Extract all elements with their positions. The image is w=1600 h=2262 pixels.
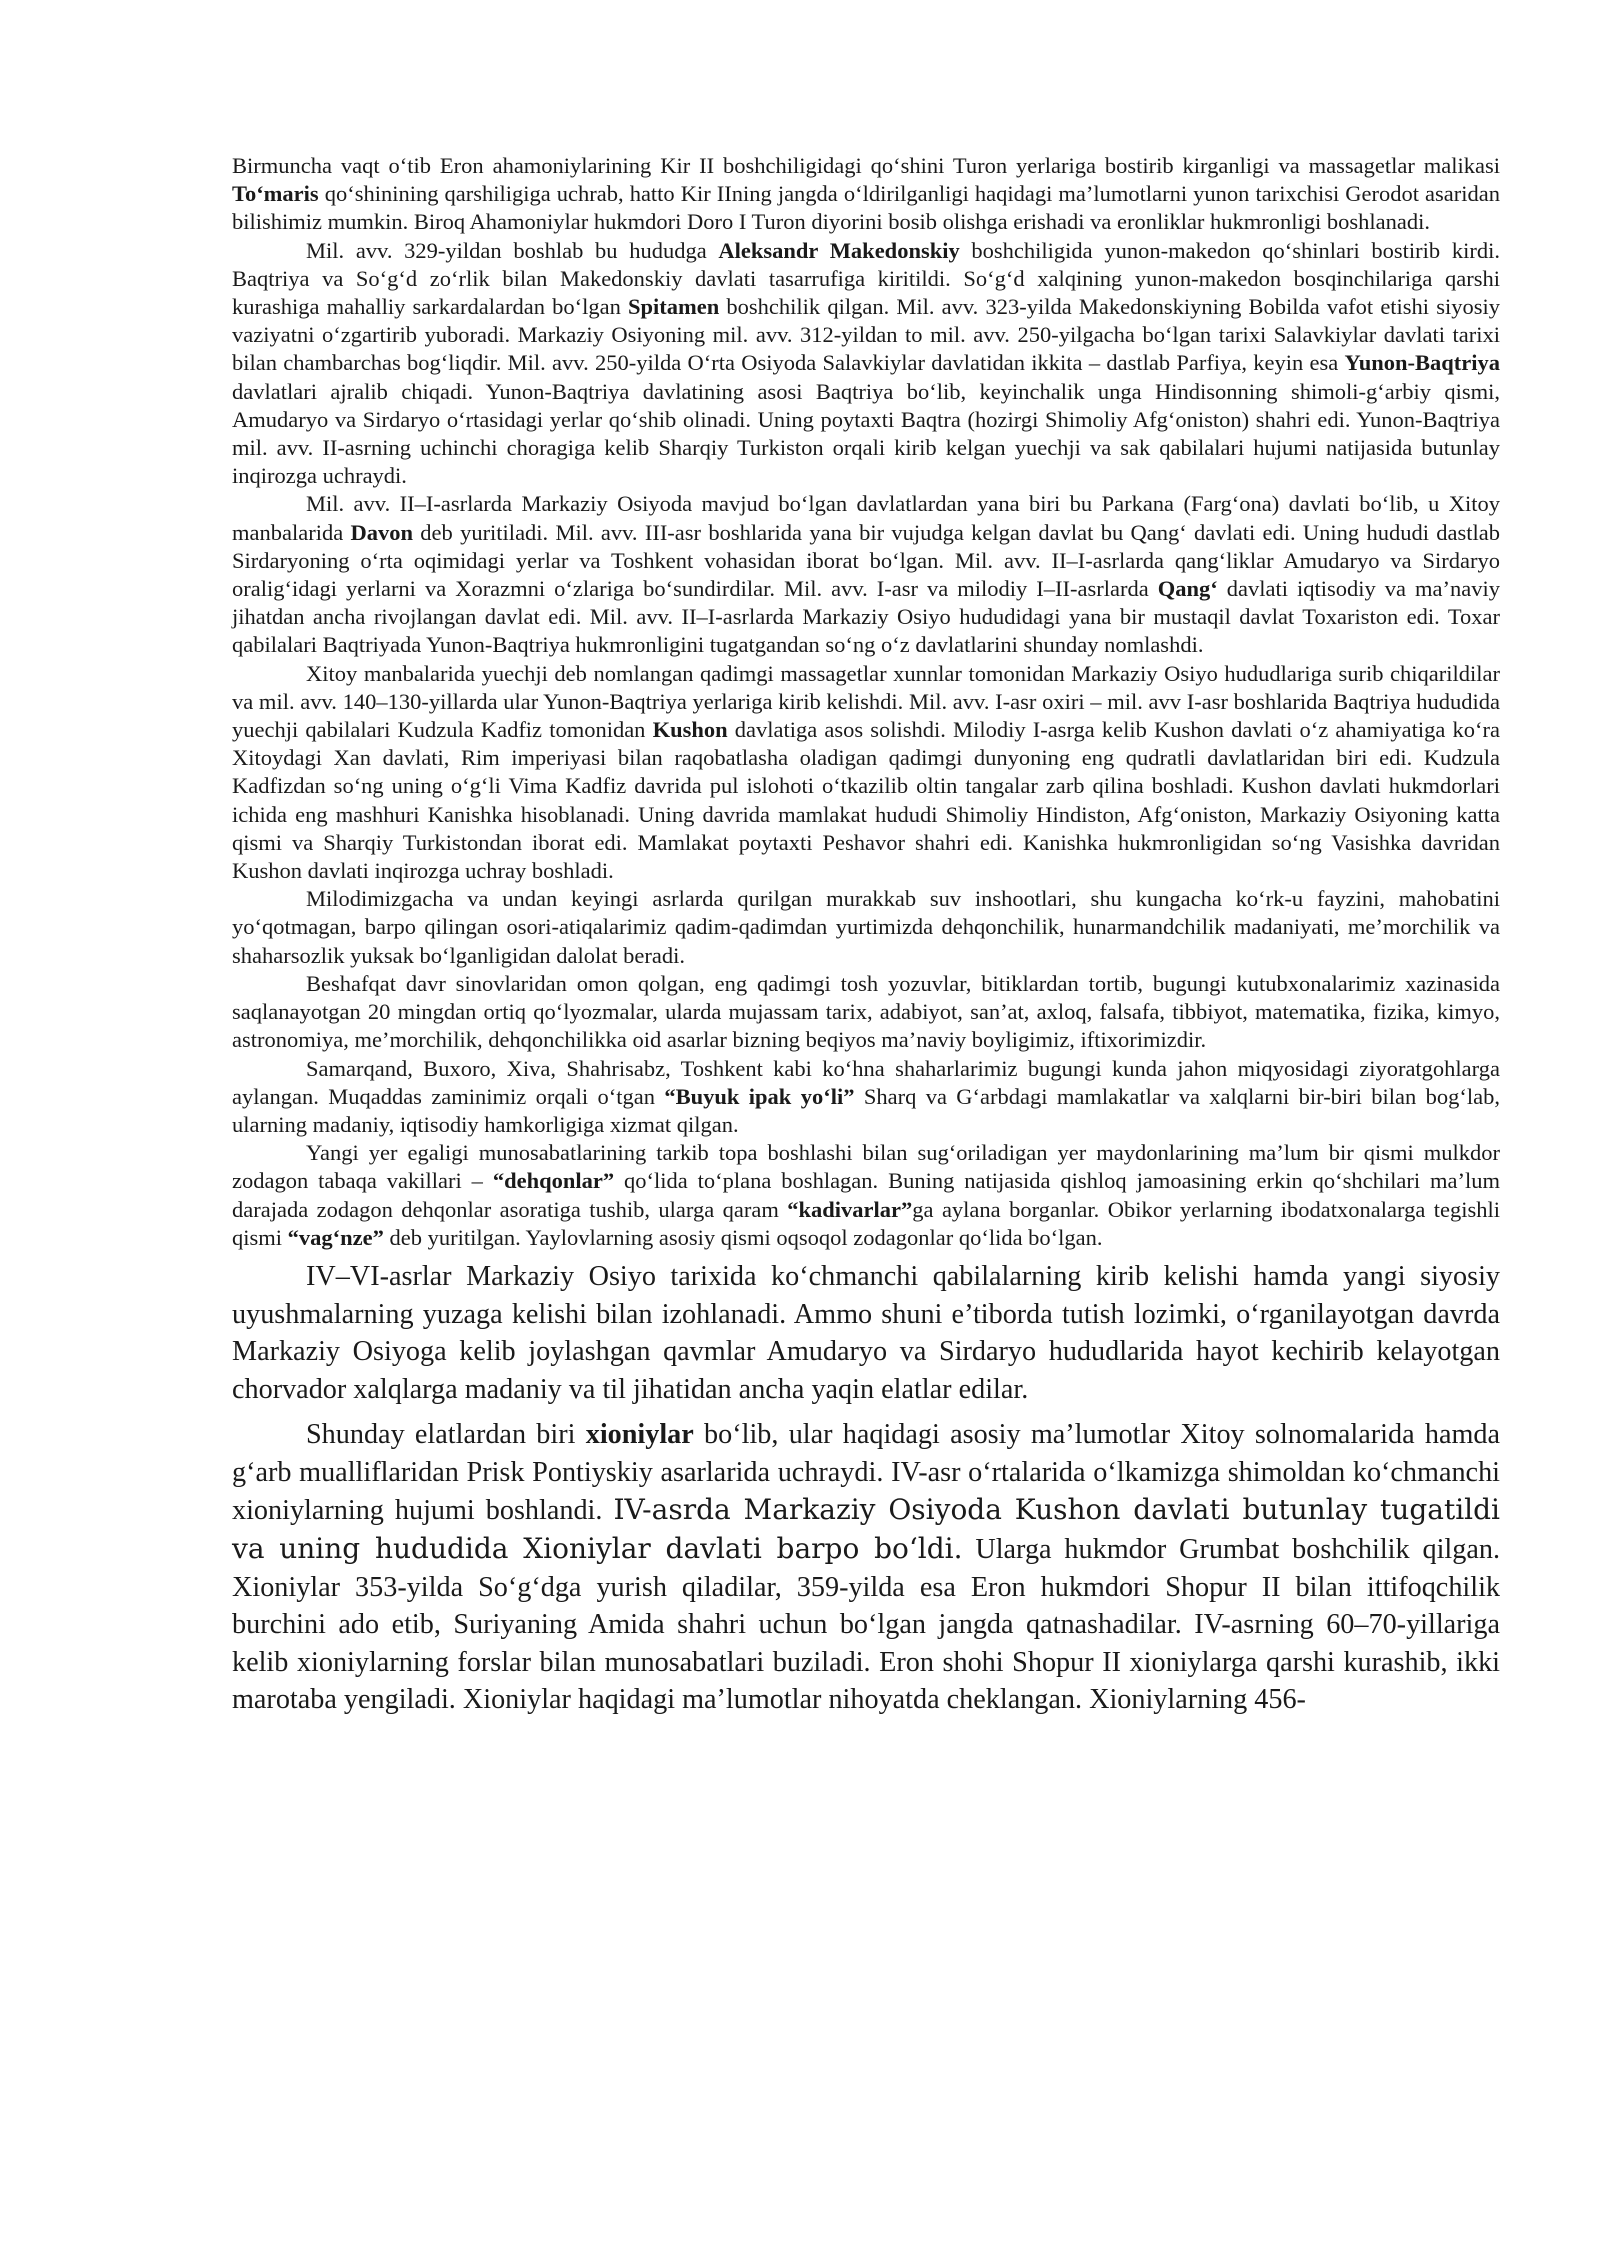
bold-term: Qang‘ — [1157, 576, 1218, 602]
bold-term: Aleksandr Makedonskiy — [718, 237, 960, 263]
bold-term: Yunon-Baqtriya — [1344, 350, 1500, 376]
bold-term: “vag‘nze” — [287, 1224, 384, 1250]
bold-term: “dehqonlar” — [492, 1168, 615, 1194]
document-body — [232, 152, 1500, 1719]
paragraph — [232, 1055, 1500, 1140]
highlighted-sentence: IV-asrda Markaziy Osiyoda Kushon davlati butunlay tugatildi va uning hududida Xioniylar davlati barpo bo‘ldi. — [232, 1493, 1500, 1566]
text-run: IV–VI-asrlar Markaziy Osiyo tarixida ko‘chmanchi qabilalarning kirib kelishi hamda yangi siyosiy uyushmalarning yuzaga kelishi bilan izohlanadi. Ammo shuni e’tiborda tutish lozimki, o‘rganilayotgan davrda Markaziy Osiyoga kelib joylashgan qavmlar Amudaryo va Sirdaryo hududlarida hayot kechirib kelayotgan chorvador xalqlarga madaniy va til jihatidan ancha yaqin elatlar edilar. — [232, 1260, 1500, 1405]
text-run: Mil. avv. II–I-asrlarda Markaziy Osiyoda mavjud bo‘lgan davlatlardan yana biri bu Parkana (Farg‘ona) davlati bo‘lib, u Xitoy manbalarida — [232, 491, 1500, 545]
paragraph — [232, 152, 1500, 237]
bold-term: Spitamen — [628, 294, 720, 320]
text-run: ga aylana borganlar. Obikor yerlarning ibodatxonalarga tegishli qismi — [232, 1196, 1500, 1250]
text-run: Sharq va G‘arbdagi mamlakatlar va xalqlarni bir-biri bilan bog‘lab, ularning madaniy, iqtisodiy hamkorligiga xizmat qilgan. — [232, 1083, 1501, 1137]
bold-term: “Buyuk ipak yo‘li” — [664, 1083, 855, 1109]
paragraph — [232, 490, 1500, 659]
bold-term: Davon — [350, 519, 413, 545]
text-run: Samarqand, Buxoro, Xiva, Shahrisabz, Toshkent kabi ko‘hna shaharlarimiz bugungi kunda jahon miqyosidagi ziyoratgohlarga aylangan. Muqaddas zaminimiz orqali o‘tgan — [232, 1055, 1500, 1109]
text-run: Birmuncha vaqt o‘tib Eron ahamoniylarining Kir II boshchiligidagi qo‘shini Turon yerlariga bostirib kirganligi va massagetlar malikasi — [232, 153, 1500, 178]
paragraph — [232, 237, 1500, 491]
paragraph — [232, 1258, 1500, 1408]
text-run: bo‘lib, ular haqidagi asosiy ma’lumotlar Xitoy solnomalarida hamda g‘arb mualliflaridan Prisk Pontiyskiy asarlarida uchraydi. IV-asr o‘rtalarida o‘lkamizga shimoldan ko‘chmanchi xioniylarning hujumi boshlandi. — [232, 1419, 1500, 1527]
paragraph — [232, 1416, 1500, 1719]
paragraph — [232, 885, 1500, 970]
text-run: davlatiga asos solishdi. Milodiy I-asrga kelib Kushon davlati o‘z ahamiyatiga ko‘ra Xitoydagi Xan davlati, Rim imperiyasi bilan raqobatlasha oladigan qadimgi dunyoning eng qudratli davlatlaridan biri edi. Kudzula Kadfizdan so‘ng uning o‘g‘li Vima Kadfiz davrida pul islohoti o‘tkazilib oltin tangalar zarb qilina boshladi. Kushon davlati hukmdorlari ichida eng mashhuri Kanishka hisoblanadi. Uning davrida mamlakat hududi Shimoliy Hindiston, Afg‘oniston, Markaziy Osiyoning katta qismi va Sharqiy Turkistondan iborat edi. Mamlakat poytaxti Peshavor shahri edi. Kanishka hukmronligidan so‘ng Vasishka davridan Kushon davlati inqirozga uchray boshladi. — [232, 717, 1500, 884]
text-run: davlati iqtisodiy va ma’naviy jihatdan ancha rivojlangan davlat edi. Mil. avv. II–I-asrlarda Markaziy Osiyo hududidagi yana bir mustaqil davlat Toxariston edi. Toxar qabilalari Baqtriyada Yunon-Baqtriya hukmronligini tugatgandan so‘ng o‘z davlatlarini shunday nomlashdi. — [232, 576, 1500, 658]
text-run: Milodimizgacha va undan keyingi asrlarda qurilgan murakkab suv inshootlari, shu kungacha ko‘rk-u fayzini, mahobatini yo‘qotmagan, barpo qilingan osori-atiqalarimiz qadim-qadimdan yurtimizda dehqonchilik, hunarmandchilik madaniyati, me’morchilik va shaharsozlik yuksak bo‘lganligidan dalolat beradi. — [232, 886, 1500, 968]
bold-term: Kushon — [652, 717, 728, 743]
text-run: deb yuritiladi. Mil. avv. III-asr boshlarida yana bir vujudga kelgan davlat bu Qang‘ davlati edi. Uning hududi dastlab Sirdaryoning o‘rta oqimidagi yerlar va Toshkent vohasidan iborat bo‘lgan. Mil. avv. II–I-asrlarda qang‘liklar Amudaryo va Sirdaryo oralig‘idagi yerlarni va Xorazmni o‘zlariga bo‘sundirdilar. Mil. avv. I-asr va milodiy I–II-asrlarda — [232, 519, 1500, 602]
paragraph — [232, 660, 1500, 886]
paragraph — [232, 970, 1500, 1055]
text-run: qo‘shinining qarshiligiga uchrab, hatto Kir IIning jangda o‘ldirilganligi haqidagi ma’lumotlarni yunon tarixchisi Gerodot asaridan bilishimiz mumkin. Biroq Ahamoniylar hukmdori Doro I Turon diyorini bosib olishga erishadi va eronliklar hukmronligi boshlanadi. — [232, 181, 1500, 235]
bold-term: “kadivarlar” — [787, 1196, 913, 1222]
text-run: davlatlari ajralib chiqadi. Yunon-Baqtriya davlatining asosi Baqtriya bo‘lib, keyinchalik unga Hindisonning shimoli-g‘arbiy qismi, Amudaryo va Sirdaryo o‘rtasidagi yerlar qo‘shib olinadi. Uning poytaxti Baqtra (hozirgi Shimoliy Afg‘oniston) shahri edi. Yunon-Baqtriya mil. avv. II-asrning uchinchi choragiga kelib Sharqiy Turkiston orqali kirib kelgan yuechji va sak qabilalari hujumi natijasida butunlay inqirozga uchraydi. — [232, 378, 1500, 489]
text-run: boshchilik qilgan. Mil. avv. 323-yilda Makedonskiyning Bobilda vafot etishi siyosiy vaziyatni o‘zgartirib yuboradi. Markaziy Osiyoning mil. avv. 312-yildan to mil. avv. 250-yilgacha bo‘lgan tarixi Salavkiylar davlati tarixi bilan chambarchas bog‘liqdir. Mil. avv. 250-yilda O‘rta Osiyoda Salavkiylar davlatidan ikkita – dastlab Parfiya, keyin esa — [232, 294, 1500, 376]
text-run: Ularga hukmdor Grumbat boshchilik qilgan. Xioniylar 353-yilda So‘g‘dga yurish qiladilar, 359-yilda esa Eron hukmdori Shopur II bilan ittifoqchilik burchini ado etib, Suriyaning Amida shahri uchun bo‘lgan jangda qatnashadilar. IV-asrning 60–70-yillariga kelib xioniylarning forslar bilan munosabatlari buziladi. Eron shohi Shopur II xioniylarga qarshi kurashib, ikki marotaba yengiladi. Xioniylar haqidagi ma’lumotlar nihoyatda cheklangan. Xioniylarning 456- — [232, 1534, 1500, 1716]
text-run: Mil. avv. 329-yildan boshlab bu hududga — [306, 237, 719, 263]
text-run: deb yuritilgan. Yaylovlarning asosiy qismi oqsoqol zodagonlar qo‘lida bo‘lgan. — [383, 1224, 1103, 1250]
text-run: Shunday elatlardan biri — [306, 1419, 586, 1451]
text-run: Beshafqat davr sinovlaridan omon qolgan, eng qadimgi tosh yozuvlar, bitiklardan tortib, bugungi kutubxonalarimiz xazinasida saqlanayotgan 20 mingdan ortiq qo‘lyozmalar, ularda mujassam tarix, adabiyot, san’at, axloq, falsafa, tibbiyot, matematika, fizika, kimyo, astronomiya, me’morchilik, dehqonchilikka oid asarlar bizning beqiyos ma’naviy boyligimiz, iftixorimizdir. — [232, 970, 1500, 1053]
text-run: boshchiligida yunon-makedon qo‘shinlari bostirib kirdi. Baqtriya va So‘g‘d zo‘rlik bilan Makedonskiy davlati tasarrufiga kiritildi. So‘g‘d xalqining yunon-makedon bosqinchilariga qarshi kurashiga mahalliy sarkardalardan bo‘lgan — [232, 237, 1500, 320]
paragraph — [232, 1139, 1500, 1252]
text-run: Yangi yer egaligi munosabatlarining tarkib topa boshlashi bilan sug‘oriladigan yer maydonlarining ma’lum bir qismi mulkdor zodagon tabaqa vakillari – — [232, 1140, 1500, 1194]
bold-term: xioniylar — [585, 1419, 694, 1451]
bold-term: To‘maris — [232, 181, 319, 207]
text-run: qo‘lida to‘plana boshlagan. Buning natijasida qishloq jamoasining erkin qo‘shchilari ma’lum darajada zodagon dehqonlar asoratiga tushib, ularga qaram — [232, 1168, 1500, 1222]
text-run: Xitoy manbalarida yuechji deb nomlangan qadimgi massagetlar xunnlar tomonidan Markaziy Osiyo hududlariga surib chiqarildilar va mil. avv. 140–130-yillarda ular Yunon-Baqtriya yerlariga kirib kelishdi. Mil. avv. I-asr oxiri – mil. avv I-asr boshlarida Baqtriya hududida yuechji qabilalari Kudzula Kadfiz tomonidan — [232, 660, 1500, 743]
